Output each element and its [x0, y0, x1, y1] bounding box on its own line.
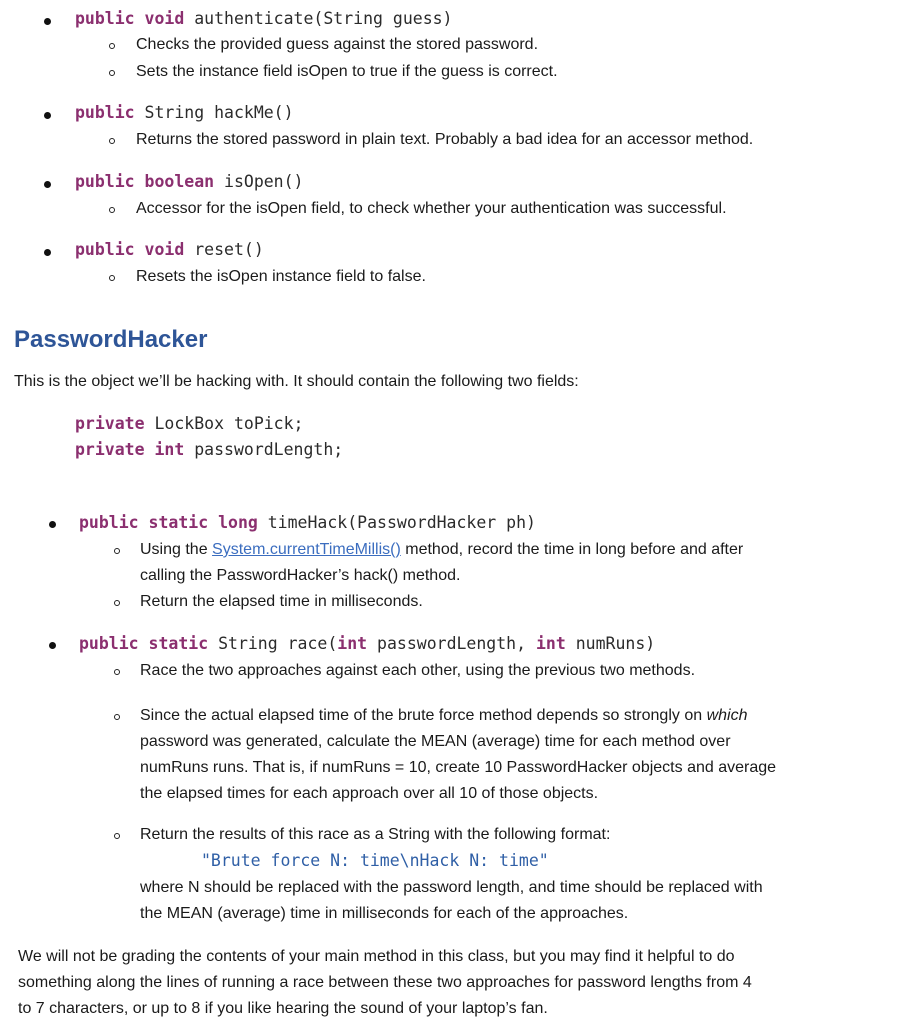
format-string: "Brute force N: time\nHack N: time": [201, 851, 549, 870]
method-description-cont: where N should be replaced with the password length, and time should be replaced with: [140, 879, 763, 896]
bullet-dot: [44, 181, 51, 188]
method-description: Returns the stored password in plain text. Probably a bad idea for an accessor method.: [136, 131, 754, 148]
field-declaration: private LockBox toPick;: [75, 414, 304, 433]
sub-bullet-circle: [114, 600, 120, 606]
sub-bullet-circle: [114, 714, 120, 720]
method-description: Return the elapsed time in milliseconds.: [140, 593, 423, 610]
method-description: Sets the instance field isOpen to true if the guess is correct.: [136, 63, 558, 80]
method-signature: public static long timeHack(PasswordHacker ph): [79, 513, 536, 532]
paragraph-line: to 7 characters, or up to 8 if you like hearing the sound of your laptop’s fan.: [18, 1000, 548, 1017]
method-signature: public String hackMe(): [75, 103, 294, 122]
bullet-dot: [44, 18, 51, 25]
method-description-cont: the elapsed times for each approach over all 10 of those objects.: [140, 785, 599, 802]
section-title: PasswordHacker: [14, 326, 208, 353]
bullet-dot: [44, 249, 51, 256]
method-signature: public void authenticate(String guess): [75, 9, 453, 28]
method-description: Since the actual elapsed time of the brute force method depends so strongly on which: [140, 707, 748, 724]
method-description-cont: numRuns runs. That is, if numRuns = 10, create 10 PasswordHacker objects and average: [140, 759, 777, 776]
method-description: Race the two approaches against each other, using the previous two methods.: [140, 662, 696, 679]
method-description-cont: the MEAN (average) time in milliseconds for each of the approaches.: [140, 905, 629, 922]
method-description-cont: calling the PasswordHacker’s hack() method.: [140, 567, 461, 584]
sub-bullet-circle: [109, 70, 115, 76]
method-description: Accessor for the isOpen field, to check whether your authentication was successful.: [136, 200, 727, 217]
method-signature: public void reset(): [75, 240, 264, 259]
bullet-dot: [44, 112, 51, 119]
method-description: Resets the isOpen instance field to false.: [136, 268, 426, 285]
sub-bullet-circle: [114, 548, 120, 554]
method-description: Return the results of this race as a String with the following format:: [140, 826, 611, 843]
method-description-cont: password was generated, calculate the MEAN (average) time for each method over: [140, 733, 731, 750]
sub-bullet-circle: [109, 275, 115, 281]
bullet-dot: [49, 642, 56, 649]
bullet-dot: [49, 521, 56, 528]
section-intro: This is the object we’ll be hacking with. It should contain the following two fields:: [14, 373, 579, 390]
sub-bullet-circle: [109, 43, 115, 49]
sub-bullet-circle: [114, 669, 120, 675]
sub-bullet-circle: [109, 138, 115, 144]
field-declaration: private int passwordLength;: [75, 440, 344, 459]
api-doc-link[interactable]: System.currentTimeMillis(): [212, 541, 401, 558]
method-description: Using the System.currentTimeMillis() method, record the time in long before and after: [140, 541, 744, 558]
paragraph-line: something along the lines of running a race between these two approaches for password lengths from 4: [18, 974, 752, 991]
sub-bullet-circle: [109, 207, 115, 213]
sub-bullet-circle: [114, 833, 120, 839]
paragraph-line: We will not be grading the contents of your main method in this class, but you may find it helpful to do: [18, 948, 735, 965]
method-description: Checks the provided guess against the stored password.: [136, 36, 539, 53]
method-signature: public static String race(int passwordLength, int numRuns): [79, 634, 656, 653]
method-signature: public boolean isOpen(): [75, 172, 304, 191]
